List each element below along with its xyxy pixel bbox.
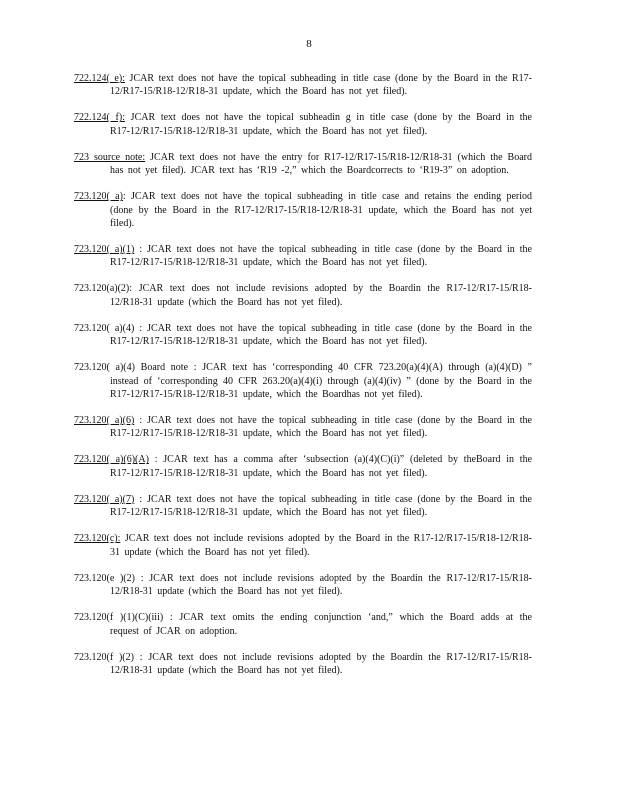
entry-ref: 723.120(a)(2): <box>74 283 133 295</box>
entry <box>74 493 532 520</box>
entry <box>74 243 532 270</box>
entry-text: Board note : JCAR text has ‘corresponding 40 CFR 723.20(a)(4)(A) through (a)(4)(D) ” instead of ‘corresponding 40 CFR 263.20(a)(4)(i) through (a)(4)(iv) ” (done by the Board in the R17-12/R17-15/R18-12/R18-31 update, which the Boardhas not yet filed). <box>110 362 533 401</box>
entry-text: : JCAR text does not include revisions adopted by the Boardin the R17-12/R17-15/R18-12/R18-31 update (which the Board has not yet filed). <box>110 572 532 598</box>
entry-text: : JCAR text does not include revisions adopted by the Boardin the R17-12/R17-15/R18-12/R18-31 update (which the Board has not yet filed). <box>110 651 532 676</box>
entry-ref: 722.124( e): <box>74 73 125 84</box>
entry-ref: 723.120(c): <box>74 533 121 545</box>
entries-list <box>74 72 532 690</box>
entry-ref: 723.120( a) <box>74 191 123 203</box>
entry-ref: 723.120(f )(1)(C)(iii) <box>74 612 164 624</box>
entry <box>74 572 532 599</box>
entry <box>74 611 532 638</box>
entry-text: : JCAR text does not have the topical subheading in title case and retains the ending period (done by the Board in the R17-12/R17-15/R18-12/R18-31 update, which the Board has not yet filed). <box>110 191 532 230</box>
entry-text: JCAR text does not include revisions adopted by the Boardin the R17-12/R17-15/R18-12/R18-31 update (which the Board has not yet filed). <box>110 283 532 308</box>
entry <box>74 453 532 480</box>
entry-text: JCAR text does not have the topical subheading in title case (done by the Board in the R17-12/R17-15/R18-12/R18-31 update, which the Board has not yet filed). <box>110 73 532 98</box>
entry-ref: 723.120( a)(6) <box>74 415 135 427</box>
entry-ref: 723.120( a)(6)(A) <box>74 454 149 466</box>
entry-text: : JCAR text does not have the topical subheading in title case (done by the Board in the R17-12/R17-15/R18-12/R18-31 update, which the Board has not yet filed). <box>110 415 532 440</box>
entry-text: JCAR text does not have the topical subheadin g in title case (done by the Board in the R17-12/R17-15/R18-12/R18-31 update, which the Board has not yet filed). <box>110 112 532 137</box>
entry-ref: 723.120( a)(1) <box>74 244 135 256</box>
entry-ref: 723.120(f )(2) <box>74 651 134 663</box>
entry <box>74 72 532 99</box>
entry-ref: 723.120( a)(7) <box>74 493 135 505</box>
entry <box>74 651 532 678</box>
entry-ref: 723.120( a)(4) <box>74 322 135 334</box>
page-number: 8 <box>306 38 312 50</box>
entry-text: : JCAR text has a comma after ‘subsection (a)(4)(C)(i)” (deleted by theBoard in the R17-12/R17-15/R18-12/R18-31 update, which the Board has not yet filed). <box>110 454 533 479</box>
entry-text: JCAR text does not include revisions adopted by the Board in the R17-12/R17-15/R18-12/R18-31 update (which the Board has not yet filed). <box>110 533 532 558</box>
entry <box>74 532 532 559</box>
entry-ref: 723.120( a)(4) <box>74 362 135 374</box>
entry-text: JCAR text does not have the entry for R17-12/R17-15/R18-12/R18-31 (which the Board has not yet filed). JCAR text has ‘R19 -2,” which the Boardcorrects to ‘R19-3” on adoption. <box>110 151 532 177</box>
entry-text: : JCAR text does not have the topical subheading in title case (done by the Board in the R17-12/R17-15/R18-12/R18-31 update, which the Board has not yet filed). <box>110 244 532 269</box>
entry-ref: 723 source note: <box>74 151 146 163</box>
entry-ref: 722.124( f): <box>74 112 125 124</box>
entry <box>74 414 532 441</box>
entry <box>74 361 532 401</box>
entry-text: : JCAR text does not have the topical subheading in title case (done by the Board in the R17-12/R17-15/R18-12/R18-31 update, which the Board has not yet filed). <box>110 493 532 519</box>
entry <box>74 282 532 309</box>
entry-text: : JCAR text does not have the topical subheading in title case (done by the Board in the R17-12/R17-15/R18-12/R18-31 update, which the Board has not yet filed). <box>110 322 532 348</box>
entry <box>74 151 532 178</box>
entry <box>74 322 532 349</box>
entry-text: : JCAR text omits the ending conjunction ‘and,” which the Board adds at the request of JCAR on adoption. <box>110 612 532 637</box>
entry <box>74 190 532 230</box>
entry-ref: 723.120(e )(2) <box>74 572 135 584</box>
entry <box>74 111 532 138</box>
